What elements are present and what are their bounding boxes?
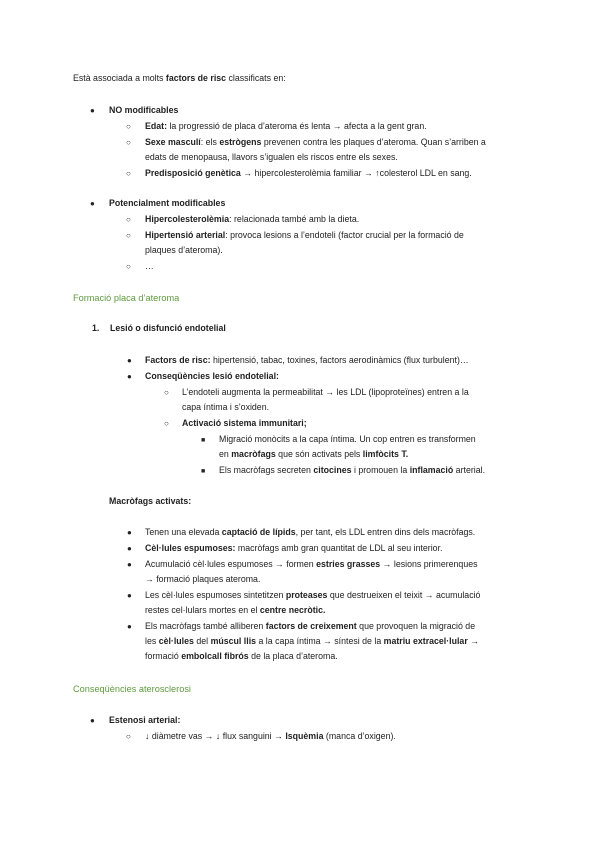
risk-item-hypertension-text: : provoca lesions a l’endoteli (factor crucial per la formació de	[225, 230, 464, 240]
risk-item-sex-text2: prevenen contra les plaques d’ateroma. Quan s’arriben a	[261, 137, 486, 147]
macrophage-item-5-line-2	[145, 634, 479, 649]
macrophage-item-5	[145, 619, 475, 634]
risk-item-genetic	[145, 166, 472, 181]
cytokine-line	[219, 463, 485, 478]
risk-item-cholesterol	[145, 212, 359, 227]
bullet-icon: ●	[127, 591, 132, 600]
circle-bullet-icon: ○	[164, 419, 169, 428]
bullet-icon: ●	[127, 560, 132, 569]
monocyte-bold-b: macròfags	[231, 449, 276, 459]
risk-item-cholesterol-label: Hipercolesterolèmia	[145, 214, 230, 224]
consequences-title-text: Conseqüències lesió endotelial:	[145, 371, 279, 381]
stenosis-bold: Isquèmia	[285, 731, 324, 741]
risk-item-age	[145, 119, 427, 134]
mac5-l2c: del	[193, 636, 211, 646]
risk-item-hypertension-continued: plaques d’ateroma).	[145, 245, 223, 255]
circle-bullet-icon: ○	[126, 169, 131, 178]
risk-factors-text: hipertensió, tabac, toxines, factors aerodinàmics (flux turbulent)…	[210, 355, 469, 365]
endothelium-line-1: L’endoteli augmenta la permeabilitat → les LDL (lipoproteïnes) entren a la	[182, 387, 469, 397]
mac1-text-c: , per tant, els LDL entren dins dels macròfags.	[295, 527, 476, 537]
intro-bold: factors de risc	[165, 73, 227, 83]
step-number: 1.	[92, 323, 100, 333]
mac1-text-a: Tenen una elevada	[145, 527, 222, 537]
circle-bullet-icon: ○	[126, 732, 131, 741]
stenosis-text-a: ↓ diàmetre vas → ↓ flux sanguini →	[145, 731, 286, 741]
risk-item-age-label: Edat:	[145, 121, 167, 131]
risk-item-hypertension	[145, 228, 464, 243]
mac5-l2a: les	[145, 636, 159, 646]
macrophage-item-4	[145, 588, 480, 603]
risk-item-cholesterol-text: : relacionada també amb la dieta.	[229, 214, 360, 224]
modifiable-title-text: Potencialment modificables	[109, 198, 226, 208]
mac4-bold: proteases	[285, 590, 328, 600]
bullet-icon: ●	[90, 199, 95, 208]
mac5-l2e: a la capa íntima → síntesi de la	[256, 636, 384, 646]
stenosis-text-c: (manca d’oxigen).	[323, 731, 396, 741]
risk-item-sex-label: Sexe masculí	[145, 137, 201, 147]
step1-title	[110, 321, 226, 336]
intro-paragraph	[73, 71, 286, 86]
bullet-icon: ●	[127, 528, 132, 537]
stenosis-title	[109, 713, 180, 728]
mac2-text: macròfags amb gran quantitat de LDL al seu interior.	[235, 543, 443, 553]
risk-item-ellipsis: …	[145, 261, 154, 271]
bullet-icon: ●	[127, 544, 132, 553]
risk-factors-label: Factors de risc:	[145, 355, 211, 365]
macrophage-item-1	[145, 525, 475, 540]
circle-bullet-icon: ○	[126, 215, 131, 224]
stenosis-item	[145, 729, 396, 744]
mac5-l2d: múscul llis	[210, 636, 257, 646]
non-modifiable-title	[109, 103, 178, 118]
bullet-icon: ●	[90, 106, 95, 115]
cytokine-bold-b: citocines	[313, 465, 352, 475]
intro-text-end: classificats en:	[226, 73, 286, 83]
risk-item-sex-bold: estrògens	[219, 137, 262, 147]
bullet-icon: ●	[90, 716, 95, 725]
monocyte-line-1: Migració monòcits a la capa íntima. Un cop entren es transformen	[219, 434, 476, 444]
square-bullet-icon: ■	[201, 468, 206, 475]
monocyte-text-a: en	[219, 449, 232, 459]
mac3-text-a: Acumulació cèl·lules espumoses → formen	[145, 559, 317, 569]
mac5-text-a: Els macròfags també alliberen	[145, 621, 266, 631]
circle-bullet-icon: ○	[126, 138, 131, 147]
mac2-bold: Cèl·lules espumoses:	[145, 543, 236, 553]
circle-bullet-icon: ○	[126, 231, 131, 240]
circle-bullet-icon: ○	[126, 262, 131, 271]
cytokine-text-e: arterial.	[453, 465, 486, 475]
mac4-text-c: que destrueixen el teixit → acumulació	[327, 590, 481, 600]
endothelium-line-2: capa íntima i s’oxiden.	[182, 402, 270, 412]
monocyte-bold-d: limfòcits T.	[362, 449, 409, 459]
mac4-text-a: Les cèl·lules espumoses sintetitzen	[145, 590, 286, 600]
risk-item-sex-continued: edats de menopausa, llavors s’igualen els riscos entre els sexes.	[145, 152, 398, 162]
circle-bullet-icon: ○	[164, 388, 169, 397]
bullet-icon: ●	[127, 622, 132, 631]
macrophage-item-2	[145, 541, 442, 556]
circle-bullet-icon: ○	[126, 122, 131, 131]
mac5-text-c: que provoquen la migració de	[356, 621, 476, 631]
mac1-bold: captació de lípids	[221, 527, 296, 537]
mac5-l2g: →	[467, 636, 480, 646]
bullet-icon: ●	[127, 372, 132, 381]
consequences-title	[145, 369, 279, 384]
risk-item-hypertension-label: Hipertensió arterial	[145, 230, 226, 240]
mac5-l2b: cèl·lules	[158, 636, 194, 646]
risk-item-age-text: la progressió de placa d’ateroma és lenta → afecta a la gent gran.	[167, 121, 427, 131]
non-modifiable-title-text: NO modificables	[109, 105, 179, 115]
mac3-bold: estries grasses	[316, 559, 381, 569]
mac5-l3a: formació	[145, 651, 182, 661]
macrophage-item-3-continued: → formació plaques ateroma.	[145, 574, 261, 584]
macrophages-title	[109, 494, 191, 509]
mac3-text-c: → lesions primerenques	[380, 559, 478, 569]
mac5-bold: factors de creixement	[265, 621, 357, 631]
risk-item-genetic-label: Predisposició genètica	[145, 168, 241, 178]
macrophage-item-3	[145, 557, 478, 572]
mac5-l3b: embolcall fibrós	[181, 651, 249, 661]
square-bullet-icon: ■	[201, 437, 206, 444]
risk-item-sex	[145, 135, 486, 150]
bullet-icon: ●	[127, 356, 132, 365]
monocyte-text-c: que són activats pels	[275, 449, 363, 459]
mac5-l2f: matriu extracel·lular	[383, 636, 468, 646]
step1-title-text: Lesió o disfunció endotelial	[110, 323, 226, 333]
cytokine-bold-d: inflamació	[409, 465, 454, 475]
risk-item-genetic-text: → hipercolesterolèmia familiar → ↑colesterol LDL en sang.	[240, 168, 472, 178]
mac4-l2-bold: centre necròtic.	[259, 605, 326, 615]
section-heading-consequences: Conseqüències aterosclerosi	[73, 684, 191, 694]
risk-factors-line	[145, 353, 469, 368]
macrophage-item-4-continued	[145, 603, 325, 618]
cytokine-text-c: i promouen la	[351, 465, 410, 475]
macrophage-item-5-line-3	[145, 649, 338, 664]
immune-title	[182, 416, 307, 431]
immune-title-text: Activació sistema immunitari;	[182, 418, 307, 428]
cytokine-text-a: Els macròfags secreten	[219, 465, 314, 475]
section-heading-plaque: Formació placa d’ateroma	[73, 293, 180, 303]
mac4-l2-text: restes cel·lulars mortes en el	[145, 605, 260, 615]
monocyte-line-2	[219, 447, 408, 462]
stenosis-title-text: Estenosi arterial:	[109, 715, 181, 725]
mac5-l3c: de la placa d’ateroma.	[248, 651, 338, 661]
intro-text: Està associada a molts	[73, 73, 166, 83]
modifiable-title	[109, 196, 225, 211]
macrophages-title-text: Macròfags activats:	[109, 496, 192, 506]
risk-item-sex-text: : els	[200, 137, 220, 147]
